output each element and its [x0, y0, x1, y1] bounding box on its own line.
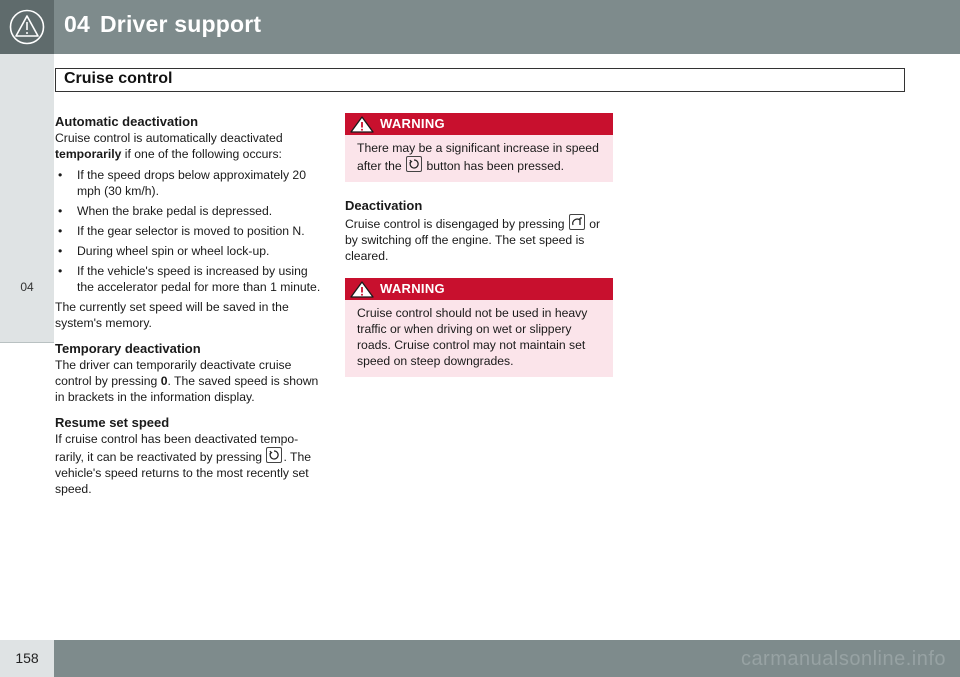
warning-box — [345, 278, 613, 377]
deactivation-text — [345, 214, 613, 264]
saved-speed-text: The currently set speed will be saved in the system's memory. — [55, 300, 289, 330]
resume-set-speed-text — [55, 431, 327, 497]
warning-triangle-icon — [350, 116, 374, 133]
chapter-number: 04 — [64, 11, 90, 37]
temporary-deactivation-text — [55, 357, 327, 405]
cruise-control-button-icon — [569, 214, 585, 230]
temp-bold-key: 0 — [160, 374, 168, 388]
warning-body: Cruise control should not be used in heavy traffic or when driving on wet or slippery roads. Cruise control may not maintain set speed on steep downgrades. — [357, 306, 588, 368]
chapter-title — [64, 11, 261, 38]
list-item: • If the vehicle's speed is increased by using the accelerator pedal for more than 1 minute. — [55, 263, 327, 295]
section-title: Cruise control — [64, 70, 173, 87]
resume-button-icon — [406, 156, 422, 172]
header-icon-box — [0, 0, 54, 54]
temp-text-b: . The saved speed is shown in brackets in the information display. — [55, 374, 319, 404]
temporary-deactivation-heading: Temporary deactivation — [55, 341, 201, 356]
warning-triangle-icon — [350, 281, 374, 298]
footer-bar — [54, 640, 960, 677]
deactivation-conditions-list — [55, 167, 327, 295]
intro-bold: temporarily — [55, 147, 122, 161]
chapter-name: Driver support — [99, 11, 262, 37]
warning-label: WARNING — [380, 116, 445, 131]
temp-text-a: The driver can temporarily deactivate cruise control by pressing — [55, 358, 292, 388]
warning-body — [345, 135, 613, 182]
left-column — [55, 114, 327, 497]
warning-text-b: button has been pressed. — [423, 159, 565, 173]
warning-triangle-icon — [9, 9, 45, 45]
automatic-deactivation-intro — [55, 130, 327, 162]
page-number: 158 — [15, 650, 39, 666]
deact-text-a: Cruise control is disengaged by pressing — [345, 217, 568, 231]
side-tab-label: 04 — [20, 280, 34, 294]
list-item: • When the brake pedal is depressed. — [55, 203, 327, 219]
intro-text-b: if one of the following occurs: — [121, 147, 282, 161]
chapter-side-tab — [0, 54, 54, 342]
resume-text-b: . The vehicle's speed returns to the most recently set speed. — [55, 450, 312, 496]
warning-label: WARNING — [380, 281, 445, 296]
resume-button-icon — [266, 447, 282, 463]
resume-set-speed-heading: Resume set speed — [55, 415, 170, 430]
resume-text-a: If cruise control has been deactivated tempo-rarily, it can be reactivated by pressing — [55, 432, 299, 464]
chapter-header — [0, 0, 960, 54]
warning-header — [345, 278, 613, 300]
list-item: • During wheel spin or wheel lock-up. — [55, 243, 327, 259]
automatic-deactivation-heading: Automatic deactivation — [55, 114, 199, 129]
intro-text-a: Cruise control is automatically deactivated — [55, 131, 283, 145]
deact-text-b: or by switching off the engine. The set speed is cleared. — [345, 217, 601, 263]
watermark: carmanualsonline.info — [740, 648, 946, 670]
page-number-box — [0, 640, 54, 677]
list-item: • If the gear selector is moved to position N. — [55, 223, 327, 239]
warning-text-a: There may be a significant increase in speed after the — [357, 141, 599, 173]
list-item: • If the speed drops below approximately 20 mph (30 km/h). — [55, 167, 327, 199]
right-column — [345, 113, 613, 377]
side-tab-divider — [0, 342, 54, 343]
warning-header — [345, 113, 613, 135]
section-title-bar — [55, 68, 905, 92]
deactivation-heading: Deactivation — [345, 198, 423, 213]
warning-box — [345, 113, 613, 182]
